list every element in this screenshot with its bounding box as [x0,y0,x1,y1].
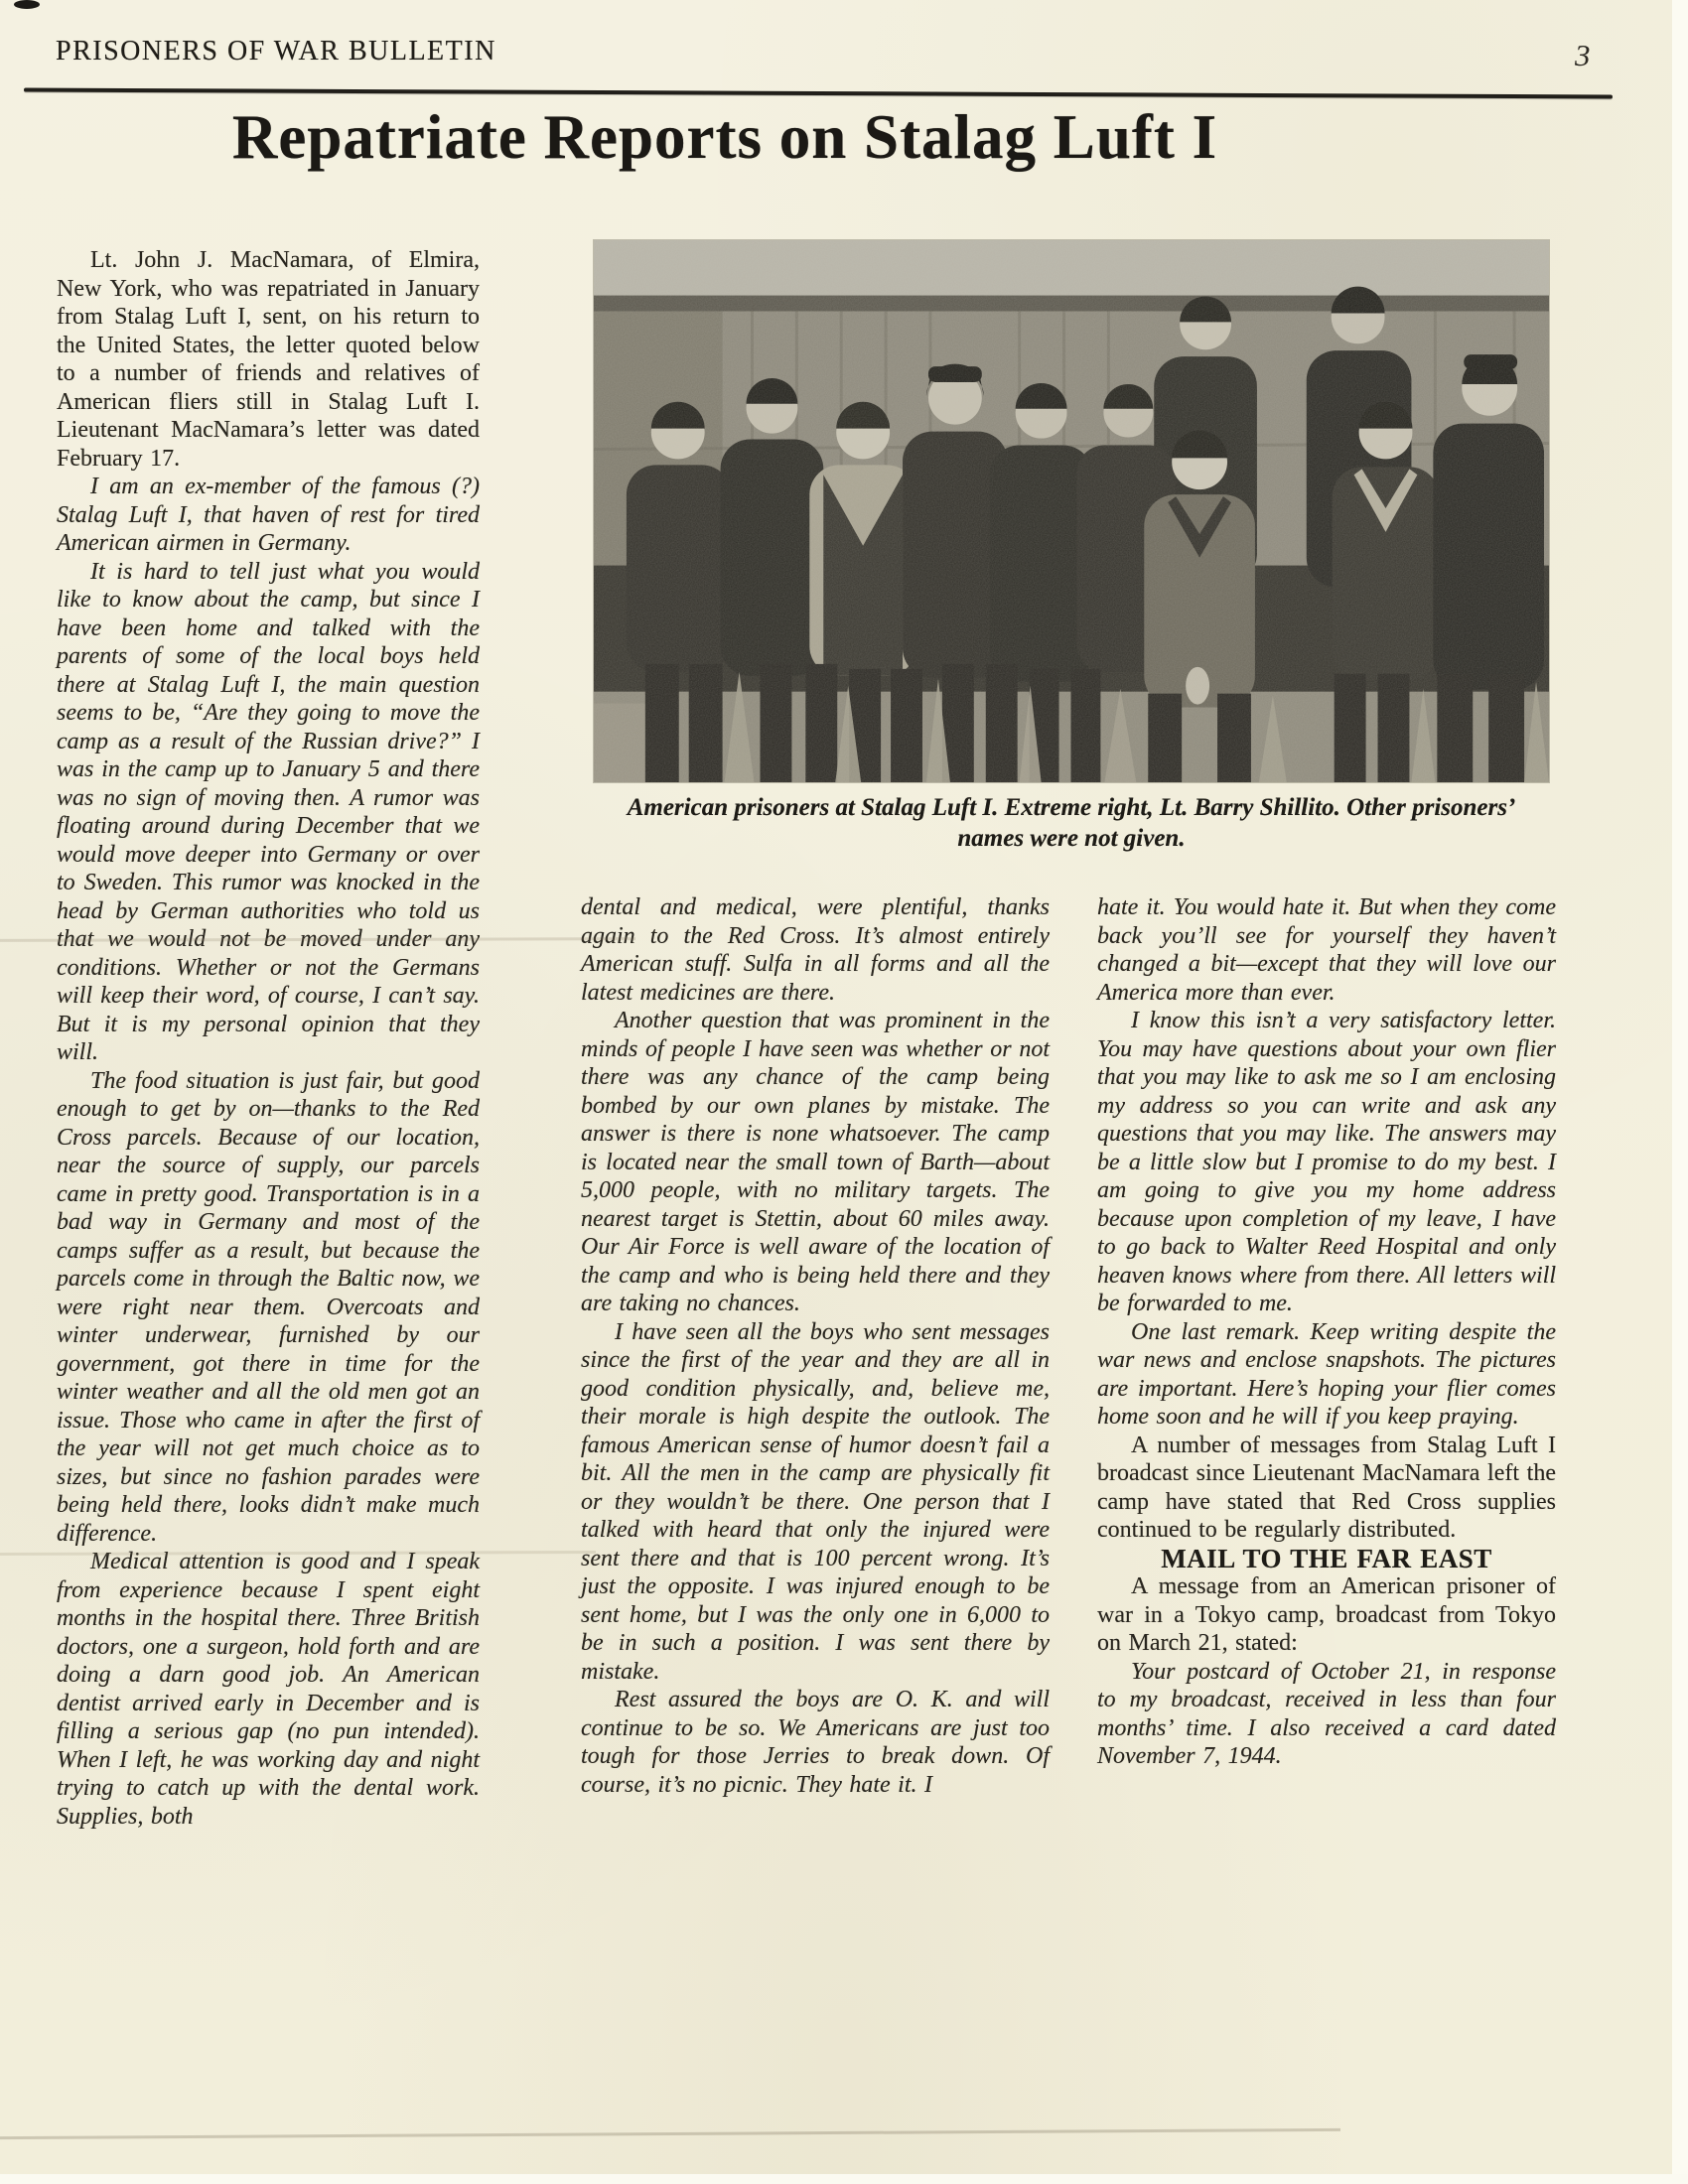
left-column [57,246,480,1831]
scan-edge [0,2174,1688,2184]
middle-column [581,893,1050,1799]
letter-paragraph: I know this isn’t a very satisfactory letter. You may have questions about your own flier that you may like to ask me so I am enclosing my address so you can write and ask any questions that you may like. The answers may be a little slow but I promise to do my best. I am going to give you my home address because upon completion of my leave, I have to go back to Walter Reed Hospital and only heaven knows where from there. All letters will be forwarded to me. [1097,1008,1556,1316]
letter-paragraph: dental and medical, were plentiful, thanks again to the Red Cross. It’s almost entirely American stuff. Sulfa in all forms and all the latest medicines are there. [581,894,1050,1006]
page-number: 3 [1575,38,1591,72]
section-heading-mail-far-east: MAIL TO THE FAR EAST [1161,1543,1492,1573]
letter-paragraph: One last remark. Keep writing despite the war news and enclose snapshots. The pictures are important. Here’s hoping your flier comes home soon and he will if you keep praying. [1097,1318,1556,1430]
mail-quote-paragraph: Your postcard of October 21, in response to my broadcast, received in less than four months’ time. I also received a card dated November 7, 1944. [1097,1658,1556,1769]
paper-fold [0,2128,1340,2139]
photo-caption: American prisoners at Stalag Luft I. Extreme right, Lt. Barry Shillito. Other prisoners’ names were not given. [627,794,1516,852]
header-rule [24,88,1613,99]
letter-paragraph: I have seen all the boys who sent messages since the first of the year and they are all in good condition physically, and, believe me, their morale is high despite the outlook. The famous American sense of humor doesn’t fail a bit. All the men in the camp are physically fit or they wouldn’t be there. One person that I talked with heard that only the injured were sent there and that is 100 percent wrong. It’s just the opposite. I was injured enough to be sent home, but I was the only one in 6,000 to be in such a position. I was sent there by mistake. [581,1318,1050,1685]
letter-paragraph: Medical attention is good and I speak from experience because I spent eight months in the hospital there. Three British doctors, one a surgeon, hold forth and are doing a darn good job. An American dentist arrived early in December and is filling a serious gap (no pun intended). When I left, he was working day and night trying to catch up with the dental work. Supplies, both [57,1549,480,1830]
letter-paragraph: It is hard to tell just what you would like to know about the camp, but since I have been home and talked with the parents of some of the local boys held there at Stalag Luft I, the main question seems to be, “Are they going to move the camp as a result of the Russian drive?” I was in the camp up to January 5 and there was no sign of moving then. A rumor was floating around during December that we would move deeper into Germany or over to Sweden. This rumor was knocked in the head by German authorities who told us that we would not be moved under any conditions. Whether or not the Germans will keep their word, of course, I can’t say. But it is my personal opinion that they will. [57,558,480,1065]
scan-edge [1672,0,1688,2184]
letter-paragraph: The food situation is just fair, but good enough to get by on—thanks to the Red Cross parcels. Because of our location, near the source of supply, our parcels came in pretty good. Transportation is in a bad way in Germany and most of the camps suffer as a result, but because the parcels come in through the Baltic now, we were right near them. Overcoats and winter underwear, furnished by our government, got there in time for the winter weather and all the old men got an issue. Those who came in after the first of the year will not get much choice as to sizes, but since no fashion parades were being held there, looks didn’t make much difference. [57,1067,480,1547]
scan-speck [14,0,40,9]
bulletin-masthead: PRISONERS OF WAR BULLETIN [56,36,496,67]
letter-paragraph: I am an ex-member of the famous (?) Stalag Luft I, that haven of rest for tired American airmen in Germany. [57,474,480,556]
intro-paragraph: Lt. John J. MacNamara, of Elmira, New York, who was repatriated in January from Stalag Luft I, sent, on his return to the United States, the letter quoted below to a number of friends and relatives of American fliers still in Stalag Luft I. Lieutenant MacNamara’s letter was dated February 17. [57,247,480,472]
group-photo-illustration [594,240,1549,782]
letter-paragraph: Another question that was prominent in the minds of people I have seen was whether or not there was any chance of the camp being bombed by our own planes by mistake. The answer is there is none whatsoever. The camp is located near the small town of Barth—about 5,000 people, with no military targets. The nearest target is Stettin, about 60 miles away. Our Air Force is well aware of the location of the camp and who is being held there and they are taking no chances. [581,1008,1050,1316]
closing-paragraph: A number of messages from Stalag Luft I broadcast since Lieutenant MacNamara left the camp have stated that Red Cross supplies continued to be regularly distributed. [1097,1432,1556,1543]
letter-paragraph: hate it. You would hate it. But when they come back you’ll see for yourself they haven’t changed a bit—except that they will love our America more than ever. [1097,894,1556,1006]
letter-paragraph: Rest assured the boys are O. K. and will continue to be so. We Americans are just too tough for those Jerries to break down. Of course, it’s no picnic. They hate it. I [581,1687,1050,1798]
group-photo [594,240,1549,782]
right-column [1097,893,1556,1771]
article-title: Repatriate Reports on Stalag Luft I [231,102,1218,172]
mail-intro-paragraph: A message from an American prisoner of war in a Tokyo camp, broadcast from Tokyo on March 21, stated: [1097,1573,1556,1656]
